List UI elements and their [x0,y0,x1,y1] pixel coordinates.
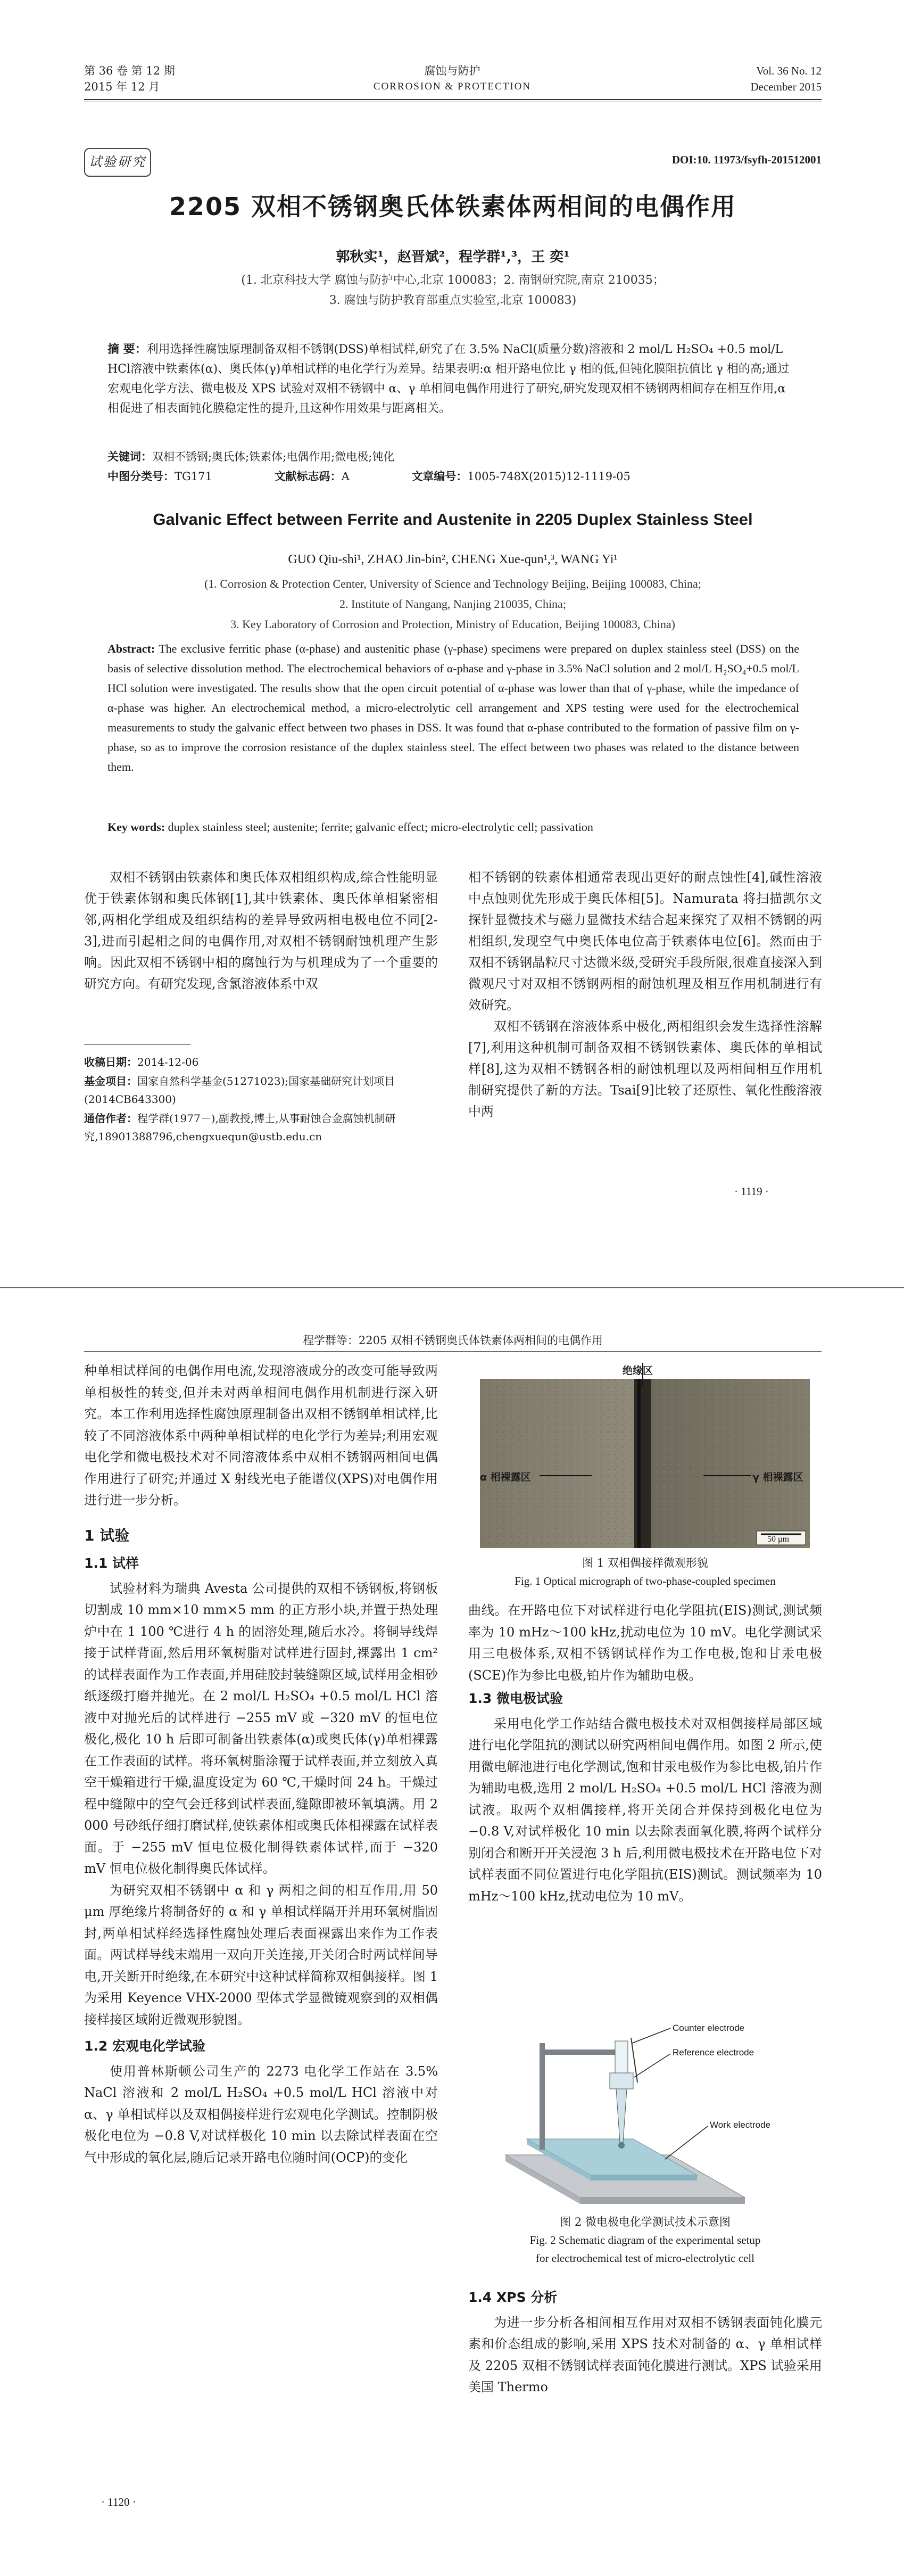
keywords-en: duplex stainless steel; austenite; ferrite; galvanic effect; micro-electrolytic cell; passivation [168,820,593,834]
date-cn: 2015 年 12 月 [84,80,160,93]
paragraph: 采用电化学工作站结合微电极技术对双相偶接样局部区域进行电化学阻抗的测试以研究两相间电偶作用。如图 2 所示,使用微电解池进行电化学测试,饱和甘汞电极作为参比电极,铂片作为辅助电极,选用 2 mol/L H₂SO₄ +0.5 mol/L HCl 溶液为测试液。取两个双相偶接样,将开关闭合并保持到极化电位为 −0.8 V,对试样极化 10 min 以去除表面氧化膜,将两个试样分别闭合和断开开关浸泡 3 h 后,利用微电极技术在开路电位下对试样表面不同位置进行电化学阻抗(EIS)测试。测试频率为 10 mHz～100 kHz,扰动电位为 10 mV。 [468,1716,822,1904]
doi: DOI:10. 11973/fsyfh-201512001 [671,153,822,166]
section-heading: 1 试验 [84,1526,130,1544]
footnote-rule [84,1044,190,1045]
received-label: 收稿日期： [84,1056,137,1068]
fund-label: 基金项目： [84,1075,137,1088]
keywords-cn-line [107,447,799,467]
header-volume-cn [84,63,254,95]
subsection-heading: 1.1 试样 [84,1556,139,1571]
work-electrode-label: Work electrode [710,2120,771,2130]
volume-cn: 第 36 卷 第 12 期 [84,64,175,77]
figure-2-caption-cn: 图 2 微电极电化学测试技术示意图 [560,2216,731,2228]
received-line [84,1053,438,1071]
journal-name-en: CORROSION & PROTECTION [373,81,532,92]
page-number: · 1120 · [101,2496,136,2508]
figure-1-micrograph [480,1363,810,1548]
gamma-zone-label: γ 相裸露区 [752,1471,803,1483]
affiliations-en [84,574,822,635]
corresponding-text: 程学群(1977－),副教授,博士,从事耐蚀合金腐蚀机制研究,18901388796,chengxuequn@ustb.edu.cn [84,1112,396,1143]
authors-cn: 郭秋实¹，赵晋斌²，程学群¹,³，王 奕¹ [336,249,570,265]
date-en: December 2015 [750,80,822,93]
left-column [84,1360,438,2168]
authors-en: GUO Qiu-shi¹, ZHAO Jin-bin², CHENG Xue-qun¹,³, WANG Yi¹ [288,553,618,566]
figure-1-caption-en: Fig. 1 Optical micrograph of two-phase-coupled specimen [515,1575,776,1587]
figure-1-caption [468,1554,822,1590]
journal-name-cn: 腐蚀与防护 [424,64,480,77]
affiliation-line: (1. 北京科技大学 腐蚀与防护中心,北京 100083；2. 南钢研究院,南京 210035； [241,274,665,287]
keywords-en-line [107,817,799,837]
fund-text: 国家自然科学基金(51271023);国家基础研究计划项目(2014CB643300) [84,1075,395,1106]
affiliation-line-en: 2. Institute of Nangang, Nanjing 210035, China; [339,597,566,611]
affiliations-cn [84,270,822,311]
doc-code-label: 文献标志码： [274,470,342,483]
figure-1-caption-cn: 图 1 双相偶接样微观形貌 [582,1557,708,1569]
scale-bar-label: 50 μm [767,1535,790,1544]
intro-paragraph-end: 种单相试样间的电偶作用电流,发现溶液成分的改变可能导致两单相极性的转变,但并未对两单相间电偶作用机制进行深入研究。本工作利用选择性腐蚀原理制备出双相不锈钢单相试样,比较了不同溶液体系中两种单相试样的电化学行为差异;利用宏观电化学和微电极技术对不同溶液体系中双相不锈钢两相间电偶作用进行了研究;并通过 X 射线光电子能谱仪(XPS)对电偶作用进行进一步分析。 [84,1363,438,1508]
paragraph-continued: 曲线。在开路电位下对试样进行电化学阻抗(EIS)测试,测试频率为 10 mHz～100 kHz,扰动电位为 10 mV。电化学测试采用三电极体系,双相不锈钢试样作为工作电极,饱和甘汞电极(SCE)作为参比电极,铂片作为辅助电极。 [468,1603,822,1683]
received-date: 2014-12-06 [137,1056,199,1068]
affiliation-line-en: 3. Key Laboratory of Corrosion and Protection, Ministry of Education, Beijing 100083, China) [230,618,675,631]
header-volume-en [651,63,822,95]
classification-line [107,467,799,487]
keywords-cn: 双相不锈钢;奥氏体;铁素体;电偶作用;微电极;钝化 [152,450,395,463]
right-column-lower [468,2283,822,2398]
paragraph: 为进一步分析各相间相互作用对双相不锈钢表面钝化膜元素和价态组成的影响,采用 XPS 技术对制备的 α、γ 单相试样及 2205 双相不锈钢试样表面钝化膜进行测试。XPS 试验采用美国 Thermo [468,2315,822,2394]
intro-paragraph-2: 双相不锈钢在溶液体系中极化,两相组织会发生选择性溶解[7],利用这种机制可制备双相不锈钢铁素体、奥氏体的单相试样[8],这为双相不锈钢各相的耐蚀机理以及两相间相互作用机制研究提供了新的方法。Tsai[9]比较了还原性、氧化性酸溶液中两 [468,1019,822,1119]
doc-code-value: A [341,470,350,483]
section-badge: 试验研究 [84,148,151,177]
title-cn: 2205 双相不锈钢奥氏体铁素体两相间的电偶作用 [169,192,737,221]
alpha-zone-label: α 相裸露区 [480,1471,531,1483]
paragraph: 使用普林斯顿公司生产的 2273 电化学工作站在 3.5% NaCl 溶液和 2 mol/L H₂SO₄ +0.5 mol/L HCl 溶液中对 α、γ 单相试样以及双相偶接样进行宏观电化学测试。控制阴极极化电位为 −0.8 V,对试样极化 10 min 以去除试样表面在空气中形成的氧化层,随后记录开路电位随时间(OCP)的变化 [84,2063,438,2165]
figure-2-schematic [495,2022,793,2208]
clc-label: 中图分类号： [107,470,175,483]
page-2 [0,1288,904,2576]
abstract-en-label: Abstract: [107,642,155,655]
abstract-en-text: The exclusive ferritic phase (α-phase) and austenitic phase (γ-phase) specimens were prepared on duplex stainless steel (DSS) on the basis of selective dissolution method. The electrochemical behaviors of α-phase and γ-phase in 3.5% NaCl solution and 2 mol/L H₂SO₄+0.5 mol/L HCl solution were investigated. The results show that the open circuit potential of α-phase was lower than that of γ-phase, while the impedance of α-phase was higher. An electrochemical method, a micro-electrolytic cell arrangement and XPS testing were used for the electrochemical measurements to study the galvanic effect between two phases in DSS. It was found that α-phase contributed to the formation of passive film on γ-phase, so as to improve the corrosion resistance of the duplex stainless steel. The effect between two phases was related to the distance between them. [107,642,799,773]
keywords-block-cn [107,447,799,487]
figure-2-caption-en-1: Fig. 2 Schematic diagram of the experimental setup [529,2234,761,2246]
clc-value: TG171 [175,470,212,483]
affiliation-line-en: (1. Corrosion & Protection Center, University of Science and Technology Beijing, Beijing 100083, China; [204,577,701,590]
paragraph: 为研究双相不锈钢中 α 和 γ 两相之间的相互作用,用 50 μm 厚绝缘片将制备好的 α 和 γ 单相试样隔开并用环氧树脂固封,两单相试样经选择性腐蚀处理后表面裸露出来作为工作表面。两试样导线末端用一双向开关连接,开关闭合时两试样间导电,开关断开时绝缘,在本研究中这种试样简称双相偶接样。图 1 为采用 Keyence VHX-2000 型体式学显微镜观察到的双相偶接样接区域附近微观形貌图。 [84,1882,438,2027]
abstract-cn-label: 摘 要： [107,343,147,356]
figure-2-caption-en-2: for electrochemical test of micro-electrolytic cell [535,2252,755,2265]
title-en: Galvanic Effect between Ferrite and Austenite in 2205 Duplex Stainless Steel [153,510,753,529]
affiliation-line: 3. 腐蚀与防护教育部重点实验室,北京 100083) [329,294,577,307]
subsection-heading: 1.4 XPS 分析 [468,2290,558,2305]
abstract-cn-text: 利用选择性腐蚀原理制备双相不锈钢(DSS)单相试样,研究了在 3.5% NaCl(质量分数)溶液和 2 mol/L H₂SO₄ +0.5 mol/L HCl溶液中铁素体(α)、奥氏体(γ)单相试样的电化学行为差异。结果表明:α 相开路电位比 γ 相的低,但钝化膜阻抗值比 γ 相的高;通过宏观电化学方法、微电极及 XPS 试验对双相不锈钢中 α、γ 单相间电偶作用进行了研究,研究发现双相不锈钢两相间存在相互作用,α 相促进了相表面钝化膜稳定性的提升,且这种作用效果与距离相关。 [107,343,790,415]
intro-column-right [468,867,822,1122]
reference-electrode-label: Reference electrode [673,2047,754,2057]
keywords-en-label: Key words: [107,820,165,834]
article-no-label: 文章编号： [411,470,468,483]
intro-paragraph-continued: 相不锈钢的铁素体相通常表现出更好的耐点蚀性[4],碱性溶液中点蚀则优先形成于奥氏体相[5]。Namurata 将扫描凯尔文探针显微技术与磁力显微技术结合起来探究了双相不锈钢的两相组织,发现空气中奥氏体电位高于铁素体电位[6]。然而由于双相不锈钢晶粒尺寸达微米级,受研究手段所限,很难直接深入到微观尺寸对双相不锈钢两相的耐蚀机理及相互作用机制进行有效研究。 [468,870,822,1013]
running-header: 程学群等：2205 双相不锈钢奥氏体铁素体两相间的电偶作用 [302,1334,603,1347]
corresponding-author-line [84,1109,438,1146]
footnote [84,1053,438,1147]
right-column-upper [468,1600,822,1907]
volume-en: Vol. 36 No. 12 [756,64,822,77]
header-journal [341,63,564,95]
insulation-zone-label: 绝缘区 [623,1365,653,1377]
paragraph: 试验材料为瑞典 Avesta 公司提供的双相不锈钢板,将钢板切割成 10 mm×10 mm×5 mm 的正方形小块,并置于热处理炉中在 1 100 ℃进行 4 h 的固溶处理,随后水冷。将铜导线焊接于试样背面,然后用环氧树脂对试样进行固封,裸露出 1 cm² 的试样表面作为工作表面,并用硅胶封装缝隙区域,试样用金相砂纸逐级打磨并抛光。在 2 mol/L H₂SO₄ +0.5 mol/L HCl 溶液中对抛光后的试样进行 −255 mV 或 −320 mV 的恒电位极化,极化 10 h 后即可制备出铁素体(α)或奥氏体(γ)单相裸露在工作表面的试样。将环氧树脂涂覆于试样表面,并立刻放入真空干燥箱进行干燥,温度设定为 60 ℃,干燥时间 24 h。干燥过程中缝隙中的空气会迁移到试样表面,缝隙即被环氧填满。用 2 000 号砂纸仔细打磨试样,使铁素体相或奥氏体相裸露在试样表面。于 −255 mV 恒电位极化制得铁素体试样,而于 −320 mV 恒电位极化制得奥氏体试样。 [84,1581,438,1876]
article-no-value: 1005-748X(2015)12-1119-05 [467,470,631,483]
micrograph-image [480,1363,810,1548]
subsection-heading: 1.3 微电极试验 [468,1691,563,1706]
header-rule [84,99,822,100]
subsection-heading: 1.2 宏观电化学试验 [84,2038,205,2054]
abstract-en [107,639,799,777]
keywords-cn-label: 关键词： [107,450,152,463]
fund-line [84,1072,438,1108]
running-header-rule [84,1351,822,1352]
counter-electrode-label: Counter electrode [673,2023,745,2033]
abstract-cn [107,340,799,418]
page-number: · 1119 · [734,1185,769,1198]
intro-paragraph: 双相不锈钢由铁素体和奥氏体双相组织构成,综合性能明显优于铁素体钢和奥氏体钢[1],其中铁素体、奥氏体单相紧密相邻,两相化学组成及组织结构的差异导致两相电极电位不同[2-3],进而引起相之间的电偶作用,对双相不锈钢耐蚀机理产生影响。因此双相不锈钢中相的腐蚀行为与机理成为了一个重要的研究方向。有研究发现,含氯溶液体系中双 [84,870,438,991]
figure-2-caption [468,2213,822,2267]
corresponding-label: 通信作者： [84,1112,137,1125]
